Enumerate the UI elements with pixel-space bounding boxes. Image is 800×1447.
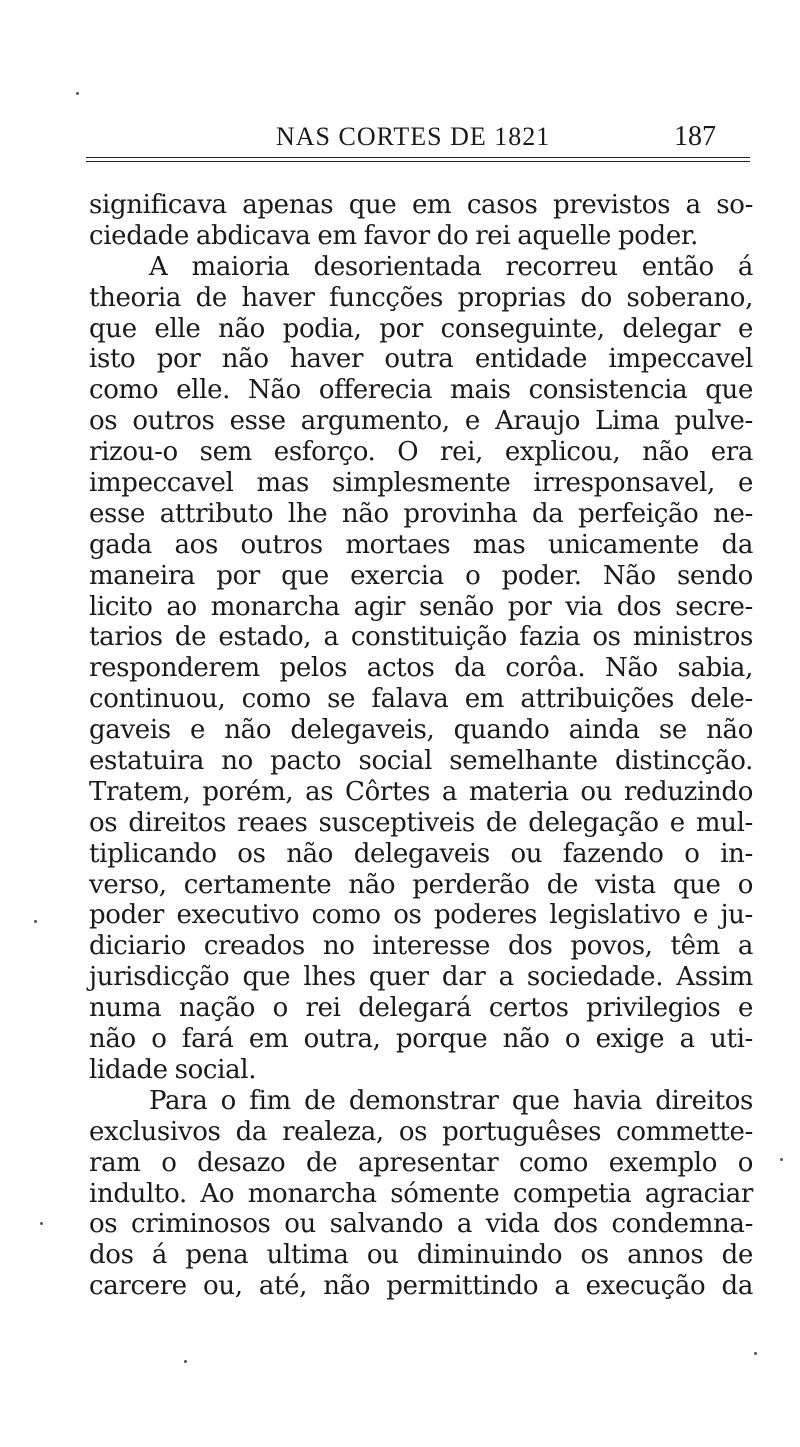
text-line: isto por não haver outra entidade impeccavel xyxy=(89,344,753,375)
print-speck xyxy=(40,1222,43,1225)
text-line: rizou-o sem esforço. O rei, explicou, não era xyxy=(89,437,753,468)
page-header xyxy=(86,120,750,154)
header-rule-bottom xyxy=(86,161,750,162)
text-line: os direitos reaes susceptiveis de delegação e mul- xyxy=(89,807,753,838)
body-text xyxy=(89,190,753,1302)
text-line: diciario creados no interesse dos povos, têm a xyxy=(89,931,753,962)
text-line: estatuira no pacto social semelhante distincção. xyxy=(89,746,753,777)
running-title: NAS CORTES DE 1821 xyxy=(276,122,551,151)
print-speck xyxy=(780,1158,783,1161)
print-speck xyxy=(34,920,37,923)
text-line: não o fará em outra, porque não o exige a uti- xyxy=(89,1024,753,1055)
text-line: maneira por que exercia o poder. Não sendo xyxy=(89,560,753,591)
text-line: responderem pelos actos da corôa. Não sabia, xyxy=(89,653,753,684)
text-line: gada aos outros mortaes mas unicamente da xyxy=(89,529,753,560)
text-line: lidade social. xyxy=(89,1054,257,1085)
print-speck xyxy=(754,1352,757,1355)
text-line: numa nação o rei delegará certos privilegios e xyxy=(89,993,753,1024)
text-line: A maioria desorientada recorreu então á xyxy=(149,251,753,282)
text-line: indulto. Ao monarcha sómente competia agraciar xyxy=(89,1178,753,1209)
text-line: gaveis e não delegaveis, quando ainda se não xyxy=(89,715,753,746)
text-line: theoria de haver funcções proprias do soberano, xyxy=(89,282,753,313)
text-line: esse attributo lhe não provinha da perfeição ne- xyxy=(89,498,753,529)
text-line: ram o desazo de apresentar como exemplo o xyxy=(89,1147,753,1178)
text-line: jurisdicção que lhes quer dar a sociedade. Assim xyxy=(89,962,753,993)
text-line: licito ao monarcha agir senão por via dos secre- xyxy=(89,591,753,622)
header-rule-top xyxy=(86,157,750,158)
text-line: impeccavel mas simplesmente irresponsavel, e xyxy=(89,468,753,499)
text-line: continuou, como se falava em attribuições dele- xyxy=(89,684,753,715)
text-line: tarios de estado, a constituição fazia os ministros xyxy=(89,622,753,653)
text-line: significava apenas que em casos previstos a so- xyxy=(89,190,753,220)
print-speck xyxy=(76,92,79,95)
text-line: dos á pena ultima ou diminuindo os annos de xyxy=(89,1240,753,1271)
text-line: carcere ou, até, não permittindo a execução da xyxy=(89,1271,753,1302)
text-line: poder executivo como os poderes legislativo e ju- xyxy=(89,900,753,931)
text-line: Tratem, porém, as Côrtes a materia ou reduzindo xyxy=(89,776,753,807)
text-line: como elle. Não offerecia mais consistencia que xyxy=(89,375,753,406)
text-line: tiplicando os não delegaveis ou fazendo o in- xyxy=(89,838,753,869)
text-line: Para o fim de demonstrar que havia direitos xyxy=(149,1085,753,1116)
print-speck xyxy=(184,1360,187,1363)
text-line: verso, certamente não perderão de vista que o xyxy=(89,869,753,900)
text-line: que elle não podia, por conseguinte, delegar e xyxy=(89,313,753,344)
text-line: exclusivos da realeza, os portuguêses commette- xyxy=(89,1116,753,1147)
text-line: ciedade abdicava em favor do rei aquelle poder. xyxy=(89,220,699,251)
text-line: os criminosos ou salvando a vida dos condemna- xyxy=(89,1209,753,1240)
page-number: 187 xyxy=(674,121,716,152)
text-line: os outros esse argumento, e Araujo Lima pulve- xyxy=(89,406,753,437)
